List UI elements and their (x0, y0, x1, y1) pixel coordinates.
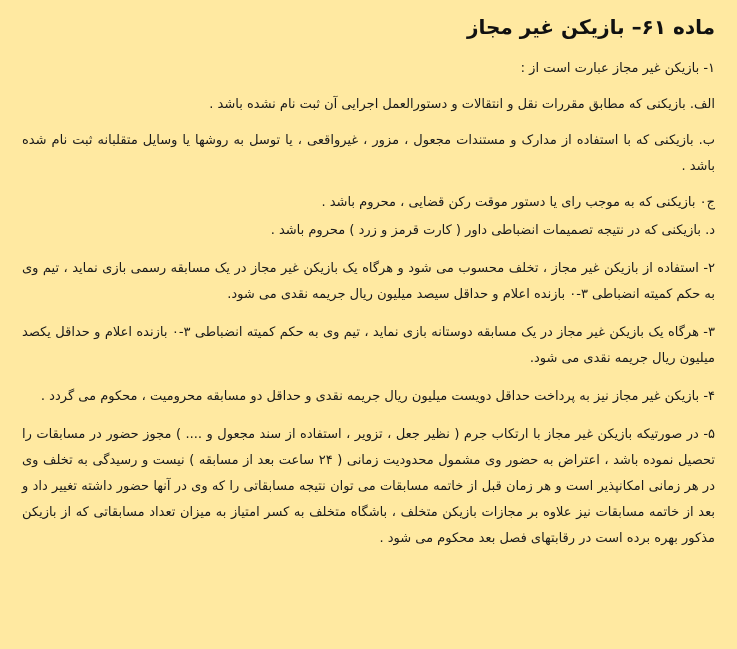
article-title: ماده ۶۱– بازیکن غیر مجاز (466, 15, 715, 39)
clause-1-be: ب. بازیکنی که با استفاده از مدارک و مستندات مجعول ، مزور ، غیرواقعی ، یا توسل به روشها یا وسایل متقلبانه ثبت نام شده باشد . (22, 133, 715, 174)
clause-3: ۳- هرگاه یک بازیکن غیر مجاز در یک مسابقه دوستانه بازی نماید ، تیم وی به حکم کمیته انضباطی ۳-۰ بازنده اعلام و حداقل یکصد میلیون ریال جریمه نقدی می شود. (22, 325, 715, 366)
clause-1-intro: ۱- بازیکن غیر مجاز عبارت است از : (520, 61, 715, 76)
clause-5: ۵- در صورتیکه بازیکن غیر مجاز با ارتکاب جرم ( نظیر جعل ، تزویر ، استفاده از سند مجعول و .... ) مجوز حضور در مسابقات را تحصیل نموده باشد ، اعتراض به حضور وی مشمول محدودیت زمانی ( ۲۴ ساعت بعد از مسابقه ) نیست و رسیدگی به تخلف وی در هر زمانی امکانپذیر است و هر زمان قبل از خاتمه مسابقات می توان نتیجه مسابقاتی را که وی در آنها حضور داشته تغییر داد و بعد از خاتمه مسابقات نیز علاوه بر مجازات بازیکن متخلف ، باشگاه متخلف به کسر امتیاز به میزان تعداد مسابقاتی که از بازیکن مذکور بهره برده است در رقابتهای فصل بعد محکوم می شود . (22, 427, 715, 546)
clause-1-dal: د. بازیکنی که در نتیجه تصمیمات انضباطی داور ( کارت قرمز و زرد ) محروم باشد . (270, 223, 715, 238)
clause-1-jim: ج٠ بازیکنی که به موجب رای یا دستور موقت رکن قضایی ، محروم باشد . (321, 195, 715, 210)
clause-1-alef: الف. بازیکنی که مطابق مقررات نقل و انتقالات و دستورالعمل اجرایی آن ثبت نام نشده باشد . (209, 97, 715, 112)
clause-2: ۲- استفاده از بازیکن غیر مجاز ، تخلف محسوب می شود و هرگاه یک بازیکن غیر مجاز در یک مسابقه رسمی بازی نماید ، تیم وی به حکم کمیته انضباطی ۳-۰ بازنده اعلام و حداقل سیصد میلیون ریال جریمه نقدی می شود. (22, 261, 715, 302)
clause-4: ۴- بازیکن غیر مجاز نیز به پرداخت حداقل دویست میلیون ریال جریمه نقدی و حداقل دو مسابقه محرومیت ، محکوم می گردد . (40, 389, 715, 404)
